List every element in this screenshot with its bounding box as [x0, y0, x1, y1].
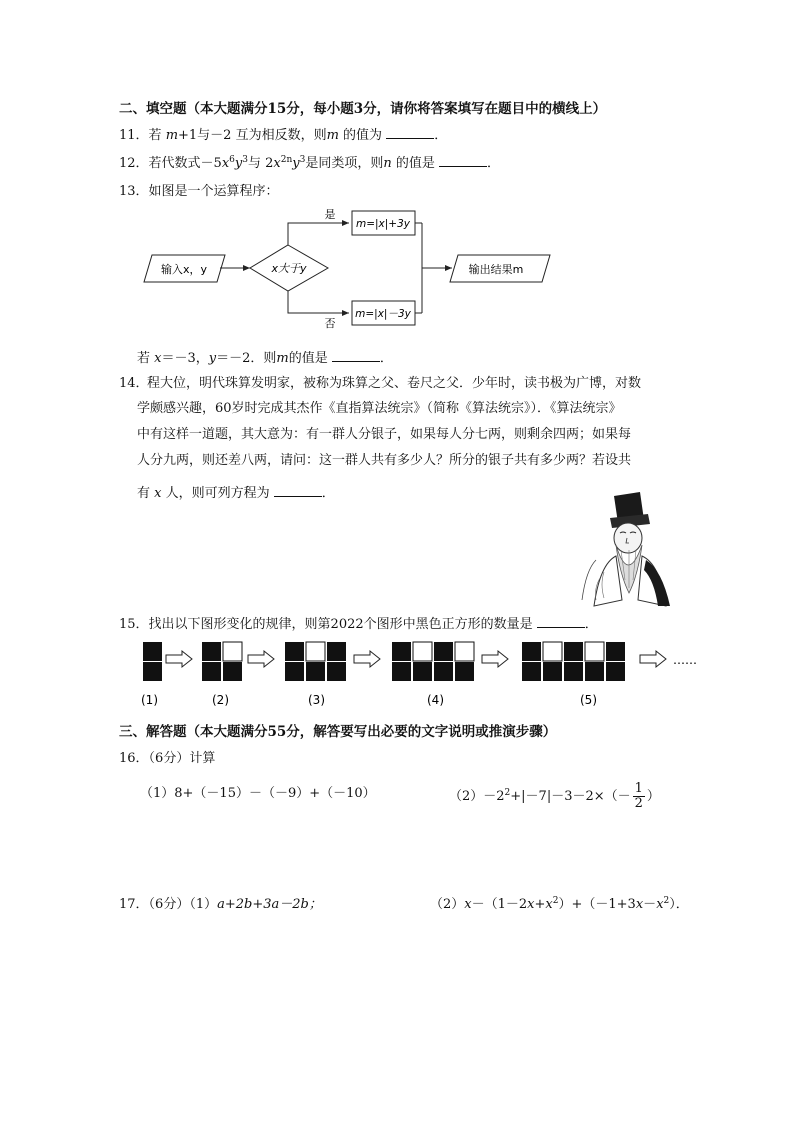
answer-blank[interactable] — [274, 484, 322, 497]
question-number: 11． — [119, 128, 149, 143]
flowchart — [140, 200, 560, 340]
figure-label-4: (4) — [427, 693, 444, 707]
figure-label-2: (2) — [212, 693, 229, 707]
no-label: 否 — [324, 317, 336, 330]
question-14-line-3: 中有这样一道题，其大意为：有一群人分银子，如果每人分七两，则剩余四两；如果每 — [137, 427, 632, 442]
question-13-condition: 若 x＝－3，y＝－2．则m的值是 ． — [137, 351, 393, 366]
question-number: 12． — [119, 156, 149, 171]
input-label: 输入x，y — [160, 263, 208, 276]
yes-label: 是 — [324, 208, 336, 221]
output-label: 输出结果m — [468, 263, 524, 276]
figure-label-5: (5) — [580, 693, 597, 707]
question-12: 12．若代数式$-5x^6y^3$与 $2x^{2n}y^3$是同类项，则n 的值是 ． — [119, 155, 501, 171]
answer-blank[interactable] — [439, 154, 487, 167]
box-yes-label: m=|x|+3y — [355, 218, 411, 230]
question-16-part-1: （1）8+（－15）－（－9）+（－10） — [140, 786, 376, 801]
answer-blank[interactable] — [332, 349, 380, 362]
question-13: 13．如图是一个运算程序： — [119, 184, 279, 199]
question-14-line-2: 学颇感兴趣，60岁时完成其杰作《直指算法统宗》（简称《算法统宗》）．《算法统宗》 — [137, 401, 622, 416]
question-14-number: 14． — [119, 376, 149, 391]
question-number: 15． — [119, 617, 149, 632]
question-number: 13． — [119, 184, 149, 199]
question-16: 16．（6分）计算 — [119, 751, 216, 766]
question-16-part-2: $(2)-2^2+|-7|-3-2\times(-$ $\frac{1}{2}$ ） — [449, 781, 660, 811]
figure-4 — [392, 642, 474, 681]
figure-2 — [202, 642, 242, 681]
figure-5 — [522, 642, 625, 681]
answer-blank[interactable] — [537, 615, 585, 628]
figure-label-3: (3) — [308, 693, 325, 707]
section-2-heading: 二、填空题（本大题满分15分，每小题3分，请你将答案填写在题目中的横线上） — [119, 101, 607, 117]
question-14-line-1: 程大位，明代珠算发明家，被称为珠算之父、卷尺之父．少年时，读书极为广博，对数 — [147, 376, 642, 391]
question-14-line-5: 有 x 人，则可列方程为 ． — [137, 486, 335, 501]
ellipsis: …… — [673, 653, 697, 667]
box-no-label: m=|x|－3y — [355, 308, 411, 320]
question-11: 11．若 m+1与－2 互为相反数，则m 的值为 ． — [119, 128, 448, 143]
figure-1 — [143, 642, 162, 681]
question-17-part-2: $(2)x-(1-2x+x^2)+(-1+3x-x^2)$． — [430, 896, 689, 912]
question-number: 17． — [119, 897, 149, 912]
cheng-dawei-portrait — [574, 490, 680, 608]
question-number: 16． — [119, 751, 149, 766]
figure-label-1: (1) — [141, 693, 158, 707]
question-14-line-4: 人分九两，则还差八两，请问：这一群人共有多少人？所分的银子共有多少两？若设共 — [137, 453, 632, 468]
figure-3 — [285, 642, 346, 681]
fraction: $\frac{1}{2}$ — [634, 781, 643, 811]
answer-blank[interactable] — [386, 126, 434, 139]
question-17-part-1: 17．（6分）（1）a+2b+3a－2b； — [119, 897, 322, 912]
pattern-figures — [140, 638, 720, 710]
section-3-heading: 三、解答题（本大题满分55分，解答要写出必要的文字说明或推演步骤） — [119, 724, 557, 740]
decision-label: x大于y — [271, 262, 307, 275]
question-15: 15．找出以下图形变化的规律，则第2022个图形中黑色正方形的数量是 ． — [119, 617, 598, 632]
